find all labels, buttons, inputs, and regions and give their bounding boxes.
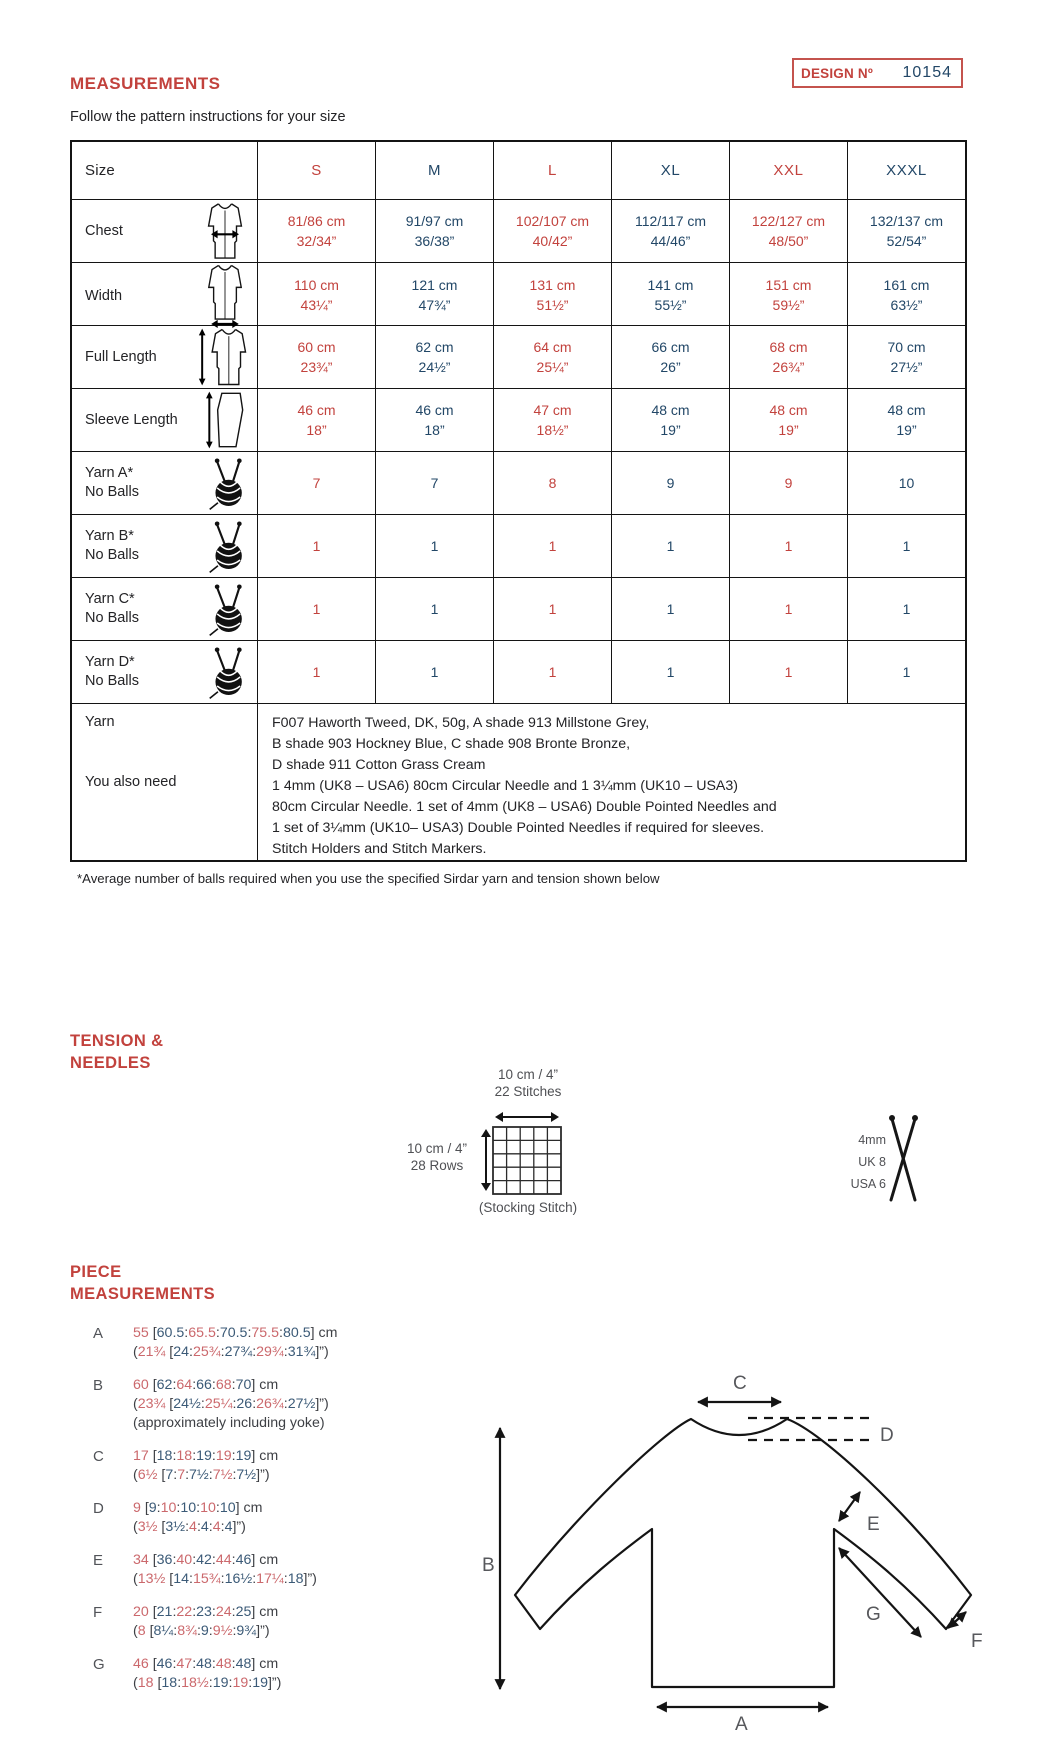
size-column-label: Size [85,162,115,179]
size-value-cell [611,389,729,451]
value-line: 1 [548,537,557,554]
row-label-cell [72,200,257,262]
size-value-cell [375,452,493,514]
size-value-cell [375,326,493,388]
row-label [85,527,139,565]
value-line: 1 [430,663,439,680]
tension-square-grid-icon [492,1126,562,1195]
yarn-info-line: 1 4mm (UK8 – USA6) 80cm Circular Needle and 1 3¼mm (UK10 – USA3) [272,778,738,794]
row-label-line: Yarn D* [85,654,135,670]
piece-inches-line: (23¾ [24½:25¼:26:26¾:27½]”) [133,1396,329,1412]
value-line: 1 [902,663,911,680]
size-value-cell [493,263,611,328]
row-label-cell [72,326,257,388]
value-line: 27½” [890,358,923,375]
value-line: 1 [666,663,675,680]
yarn-info-line: F007 Haworth Tweed, DK, 50g, A shade 913 Millstone Grey, [272,715,650,731]
design-number: 10154 [902,64,952,81]
arrow-e [839,1492,860,1521]
tension-stitch-caption: (Stocking Stitch) [478,1200,578,1215]
tension-heading-line2: NEEDLES [70,1054,151,1072]
value-line: 102/107 cm [515,212,590,229]
yarn-ball-icon [206,455,248,511]
size-value-cell [611,200,729,262]
sleeve-length-icon [204,390,248,450]
size-col-header: XXL [729,142,847,199]
value-line: 18” [306,421,327,438]
size-value-cell [729,515,847,577]
value-line: 36/38” [414,232,455,249]
size-value-cell [611,578,729,640]
value-line: 47 cm [533,401,572,418]
value-line: 1 [548,663,557,680]
also-need-label: You also need [85,774,177,790]
piece-measurement-item [93,1376,453,1433]
row-label: Chest [85,223,123,239]
size-value-cell [257,200,375,262]
value-line: 19” [660,421,681,438]
row-label: Sleeve Length [85,412,178,428]
row-label-cell [72,578,257,640]
size-col-header: M [375,142,493,199]
piece-measurement-item [93,1447,453,1485]
value-line: 64 cm [533,338,572,355]
yarn-info-label-cell [72,704,257,860]
size-value-cell [729,326,847,388]
piece-inches-line: (6½ [7:7:7½:7½:7½]”) [133,1467,270,1483]
piece-letter: D [93,1500,104,1517]
row-label: Width [85,287,123,304]
sweater-chest-width-icon [202,201,248,261]
piece-cm-line: 46 [46:47:48:48:48] cm [133,1656,279,1672]
value-line: 48 cm [651,401,690,418]
value-line: 62 cm [415,338,454,355]
piece-measurements-heading [70,1261,215,1305]
size-value-cell [611,641,729,703]
value-line: 7 [430,474,439,491]
value-line: 151 cm [765,277,812,293]
yarn-info-line: D shade 911 Cotton Grass Cream [272,757,486,773]
size-value-cell [847,389,965,451]
yarn-ball-icon [206,581,248,637]
needle-size-usa: USA 6 [850,1177,886,1191]
size-col-header: L [493,142,611,199]
yarn-info-line: 80cm Circular Needle. 1 set of 4mm (UK8 – USA6) Double Pointed Needles and [272,799,777,815]
size-value-cell [375,389,493,451]
sweater-schematic-diagram [430,1337,995,1735]
value-line: 66 cm [651,338,690,355]
needle-size-mm: 4mm [858,1133,886,1147]
piece-cm-line: 60 [62:64:66:68:70] cm [133,1377,279,1393]
row-label-line: No Balls [85,484,139,500]
row-label: Full Length [85,349,157,365]
table-row [72,577,965,640]
measurements-heading: MEASUREMENTS [70,74,221,93]
piece-measurements-list [93,1324,453,1707]
diagram-label-g: G [866,1604,881,1625]
size-value-cell [611,515,729,577]
size-col-header: XL [611,142,729,199]
value-line: 1 [784,600,793,617]
size-value-cell [611,452,729,514]
value-line: 122/127 cm [751,212,826,229]
size-value-cell [493,515,611,577]
tension-heading [70,1030,163,1074]
value-line: 52/54” [886,232,927,249]
piece-lines [133,1655,281,1693]
value-line: 10 [898,474,915,491]
size-value-cell [375,200,493,262]
value-line: 1 [902,600,911,617]
value-line: 1 [666,600,675,617]
piece-inches-line: (21¾ [24:25¾:27¾:29¾:31¾]”) [133,1344,329,1360]
pm-heading-line2: MEASUREMENTS [70,1285,216,1303]
size-value-cell [847,326,965,388]
diagram-label-a: A [735,1714,748,1735]
size-value-cell [847,263,965,328]
value-line: 68 cm [769,338,808,355]
piece-letter: C [93,1448,104,1465]
piece-note: (approximately including yoke) [133,1415,325,1431]
size-value-cell [493,578,611,640]
value-line: 1 [430,600,439,617]
value-line: 81/86 cm [287,212,346,229]
value-line: 7 [312,474,321,491]
value-line: 1 [666,537,675,554]
value-line: 9 [784,474,793,491]
row-label-line: Yarn C* [85,591,135,607]
row-label-cell [72,389,257,451]
value-line: 48 cm [769,401,808,418]
size-value-cell [729,578,847,640]
value-line: 60 cm [297,338,336,355]
value-line: 46 cm [297,401,336,418]
size-value-cell [257,515,375,577]
piece-letter: E [93,1552,104,1569]
size-value-cell [847,578,965,640]
piece-lines [133,1603,278,1641]
size-value-cell [729,389,847,451]
size-table [70,140,967,862]
value-line: 1 [430,537,439,554]
diagram-label-d: D [880,1425,894,1446]
value-line: 1 [902,537,911,554]
size-value-cell [493,389,611,451]
value-line: 43¼” [300,297,333,313]
row-label-cell [72,263,257,328]
size-col-header: S [257,142,375,199]
tension-heading-line1: TENSION & [70,1032,164,1050]
piece-letter: G [93,1656,105,1673]
size-value-cell [375,578,493,640]
needle-size-uk: UK 8 [858,1155,886,1169]
table-row [72,325,965,388]
value-line: 112/117 cm [634,212,707,229]
value-line: 46 cm [415,401,454,418]
value-line: 18” [424,421,445,438]
value-line: 1 [548,600,557,617]
piece-cm-line: 17 [18:18:19:19:19] cm [133,1448,279,1464]
tension-rows-line1: 10 cm / 4” [406,1141,468,1156]
size-value-cell [729,200,847,262]
value-line: 131 cm [529,277,576,293]
size-value-cell [375,263,493,328]
value-line: 47¾” [418,297,451,313]
row-label [85,653,139,691]
row-label [85,590,139,628]
value-line: 110 cm [294,277,339,293]
value-line: 48/50” [768,232,809,249]
value-line: 19” [778,421,799,438]
yarn-info-text [257,704,965,860]
size-value-cell [257,326,375,388]
size-value-cell [493,641,611,703]
piece-letter: F [93,1604,103,1621]
value-line: 26¾” [772,358,805,375]
piece-inches-line: (18 [18:18½:19:19:19]”) [133,1675,282,1691]
piece-cm-line: 34 [36:40:42:44:46] cm [133,1552,279,1568]
sweater-outline [515,1419,971,1687]
value-line: 44/46” [650,232,691,249]
table-row [72,640,965,703]
piece-letter: B [93,1377,104,1394]
row-label-cell [72,452,257,514]
size-value-cell [493,452,611,514]
value-line: 1 [784,537,793,554]
value-line: 24½” [418,358,451,375]
value-line: 141 cm [647,277,694,293]
piece-letter: A [93,1325,104,1342]
yarn-info-line: B shade 903 Hockney Blue, C shade 908 Bronte Bronze, [272,736,631,752]
piece-measurement-item [93,1655,453,1693]
tension-stitches-label [448,1066,608,1100]
row-label-line: Yarn B* [85,528,134,544]
size-value-cell [847,452,965,514]
piece-measurement-item [93,1603,453,1641]
tension-stitches-line1: 10 cm / 4” [497,1067,559,1082]
size-value-cell [847,641,965,703]
value-line: 59½” [772,297,805,313]
diagram-label-f: F [971,1631,983,1652]
table-row [72,514,965,577]
size-value-cell [257,641,375,703]
row-label-cell [72,641,257,703]
size-value-cell [257,263,375,328]
value-line: 19” [896,421,917,438]
size-instructions: Follow the pattern instructions for your size [70,109,346,125]
value-line: 51½” [536,297,569,313]
piece-measurement-item [93,1551,453,1589]
piece-cm-line: 55 [60.5:65.5:70.5:75.5:80.5] cm [133,1325,338,1341]
value-line: 18½” [536,421,569,438]
value-line: 32/34” [296,232,337,249]
size-value-cell [611,263,729,328]
size-value-cell [493,200,611,262]
piece-lines [133,1447,278,1485]
piece-inches-line: (8 [8¼:8¾:9:9½:9¾]”) [133,1623,270,1639]
horizontal-arrow-icon [494,1111,560,1123]
size-value-cell [375,641,493,703]
row-label-line: No Balls [85,673,139,689]
value-line: 25¼” [536,358,569,375]
row-label-cell [72,515,257,577]
size-value-cell [257,578,375,640]
size-value-cell [847,515,965,577]
size-value-cell [493,326,611,388]
piece-lines [133,1324,337,1362]
tension-stitches-line2: 22 Stitches [494,1084,562,1099]
size-value-cell [611,326,729,388]
yarn-info-line: Stitch Holders and Stitch Markers. [272,841,487,857]
size-col-header: XXXL [847,142,965,199]
diagram-label-c: C [733,1373,747,1394]
value-line: 1 [312,537,321,554]
balls-footnote: *Average number of balls required when you use the specified Sirdar yarn and tension shown below [77,871,660,886]
value-line: 70 cm [887,338,926,355]
piece-lines [133,1499,262,1537]
value-line: 8 [548,474,557,491]
yarn-info-line: 1 set of 3¼mm (UK10– USA3) Double Pointed Needles if required for sleeves. [272,820,765,836]
row-label-line: Yarn A* [85,465,134,481]
table-row [72,262,965,325]
design-number-box [792,58,963,88]
size-value-cell [729,641,847,703]
value-line: 1 [312,600,321,617]
table-row [72,451,965,514]
tension-rows-line2: 28 Rows [410,1158,464,1173]
piece-inches-line: (3½ [3½:4:4:4:4]”) [133,1519,246,1535]
design-label: DESIGN Nº [801,65,873,81]
value-line: 121 cm [411,277,458,293]
row-label-line: No Balls [85,547,139,563]
size-value-cell [257,389,375,451]
pm-heading-line1: PIECE [70,1263,122,1281]
needle-size-labels [820,1129,886,1195]
sweater-hem-width-icon [202,263,248,328]
sweater-full-length-icon [198,327,248,387]
value-line: 40/42” [532,232,573,249]
diagram-label-b: B [482,1555,495,1576]
size-value-cell [375,515,493,577]
value-line: 1 [312,663,321,680]
value-line: 91/97 cm [405,212,464,229]
size-value-cell [257,452,375,514]
yarn-label: Yarn [85,714,115,730]
piece-lines [133,1551,317,1589]
yarn-ball-icon [206,518,248,574]
value-line: 63½” [890,297,923,313]
size-value-cell [729,263,847,328]
piece-measurement-item [93,1324,453,1362]
row-label [85,464,139,502]
yarn-ball-icon [206,644,248,700]
piece-lines [133,1376,329,1433]
value-line: 1 [784,663,793,680]
piece-measurement-item [93,1499,453,1537]
value-line: 26” [660,358,681,375]
value-line: 55½” [654,297,687,313]
value-line: 132/137 cm [869,212,944,229]
size-value-cell [847,200,965,262]
value-line: 23¾” [300,358,333,375]
row-label-line: No Balls [85,610,139,626]
size-header-row [72,142,965,199]
value-line: 48 cm [887,401,926,418]
size-value-cell [729,452,847,514]
value-line: 9 [666,474,675,491]
value-line: 161 cm [883,277,930,293]
diagram-label-e: E [867,1514,880,1535]
piece-inches-line: (13½ [14:15¾:16½:17¼:18]”) [133,1571,317,1587]
table-row [72,388,965,451]
table-row [72,199,965,262]
piece-cm-line: 9 [9:10:10:10:10] cm [133,1500,263,1516]
tension-rows-label [392,1140,482,1174]
piece-cm-line: 20 [21:22:23:24:25] cm [133,1604,279,1620]
yarn-info-row [72,703,965,860]
knitting-needles-icon [884,1113,924,1205]
